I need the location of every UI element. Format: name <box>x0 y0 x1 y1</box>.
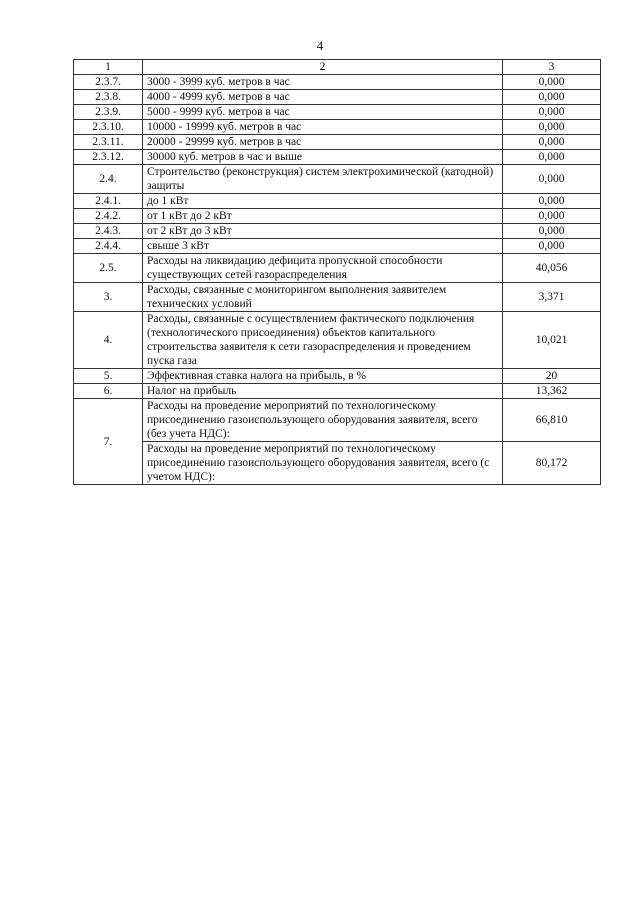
row-number: 7. <box>74 399 143 485</box>
row-description: свыше 3 кВт <box>143 239 503 254</box>
row-description: 4000 - 4999 куб. метров в час <box>143 90 503 105</box>
row-number: 2.3.12. <box>74 150 143 165</box>
row-value: 66,810 <box>503 399 601 442</box>
row-value: 0,000 <box>503 239 601 254</box>
row-number: 2.4.2. <box>74 209 143 224</box>
table-row <box>74 120 601 135</box>
row-value: 0,000 <box>503 150 601 165</box>
row-number: 6. <box>74 384 143 399</box>
row-number: 3. <box>74 283 143 312</box>
row-description: Налог на прибыль <box>143 384 503 399</box>
row-number: 2.4.3. <box>74 224 143 239</box>
row-value: 0,000 <box>503 105 601 120</box>
row-description: 30000 куб. метров в час и выше <box>143 150 503 165</box>
row-description: Расходы на проведение мероприятий по технологическому присоединению газоиспользующего оборудования заявителя, всего (без учета НДС): <box>143 399 503 442</box>
row-number: 5. <box>74 369 143 384</box>
row-description: от 1 кВт до 2 кВт <box>143 209 503 224</box>
row-number: 2.3.11. <box>74 135 143 150</box>
row-description: Эффективная ставка налога на прибыль, в % <box>143 369 503 384</box>
row-number: 2.4.4. <box>74 239 143 254</box>
row-description: Расходы на ликвидацию дефицита пропускной способности существующих сетей газораспределения <box>143 254 503 283</box>
row-value: 20 <box>503 369 601 384</box>
table-row <box>74 283 601 312</box>
row-value: 0,000 <box>503 209 601 224</box>
header-col-3: 3 <box>503 60 601 75</box>
row-number: 2.4.1. <box>74 194 143 209</box>
row-value: 0,000 <box>503 165 601 194</box>
row-description: до 1 кВт <box>143 194 503 209</box>
table-row <box>74 369 601 384</box>
row-value: 0,000 <box>503 120 601 135</box>
row-description: 3000 - 3999 куб. метров в час <box>143 75 503 90</box>
row-description: 20000 - 29999 куб. метров в час <box>143 135 503 150</box>
row-description: Расходы, связанные с осуществлением фактического подключения (технологического присоединения) объектов капитального строительства заявителя к сети газораспределения и проведением пуска газа <box>143 312 503 369</box>
table-row <box>74 75 601 90</box>
cost-table <box>73 59 601 485</box>
row-description: 10000 - 19999 куб. метров в час <box>143 120 503 135</box>
row-description: Строительство (реконструкция) систем электрохимической (катодной) защиты <box>143 165 503 194</box>
row-number: 2.3.9. <box>74 105 143 120</box>
row-number: 2.3.8. <box>74 90 143 105</box>
table-row <box>74 90 601 105</box>
row-value: 0,000 <box>503 135 601 150</box>
row-number: 2.5. <box>74 254 143 283</box>
table-row <box>74 239 601 254</box>
table-row <box>74 384 601 399</box>
table-row <box>74 442 601 485</box>
row-description: от 2 кВт до 3 кВт <box>143 224 503 239</box>
row-value: 80,172 <box>503 442 601 485</box>
table-row <box>74 165 601 194</box>
table-row <box>74 135 601 150</box>
table-header-row <box>74 60 601 75</box>
page-number: 4 <box>316 38 324 53</box>
row-value: 0,000 <box>503 194 601 209</box>
table-row <box>74 224 601 239</box>
row-number: 2.3.7. <box>74 75 143 90</box>
header-col-2: 2 <box>143 60 503 75</box>
table-row <box>74 194 601 209</box>
row-number: 4. <box>74 312 143 369</box>
table-row <box>74 312 601 369</box>
table-row <box>74 150 601 165</box>
row-value: 40,056 <box>503 254 601 283</box>
row-value: 3,371 <box>503 283 601 312</box>
row-value: 0,000 <box>503 75 601 90</box>
row-description: 5000 - 9999 куб. метров в час <box>143 105 503 120</box>
row-value: 0,000 <box>503 224 601 239</box>
table-row <box>74 105 601 120</box>
table-row <box>74 209 601 224</box>
table-row <box>74 254 601 283</box>
row-number: 2.3.10. <box>74 120 143 135</box>
table-row <box>74 399 601 442</box>
row-description: Расходы на проведение мероприятий по технологическому присоединению газоиспользующего оборудования заявителя, всего (с учетом НДС): <box>143 442 503 485</box>
row-value: 10,021 <box>503 312 601 369</box>
header-col-1: 1 <box>74 60 143 75</box>
row-description: Расходы, связанные с мониторингом выполнения заявителем технических условий <box>143 283 503 312</box>
row-value: 13,362 <box>503 384 601 399</box>
row-value: 0,000 <box>503 90 601 105</box>
row-number: 2.4. <box>74 165 143 194</box>
